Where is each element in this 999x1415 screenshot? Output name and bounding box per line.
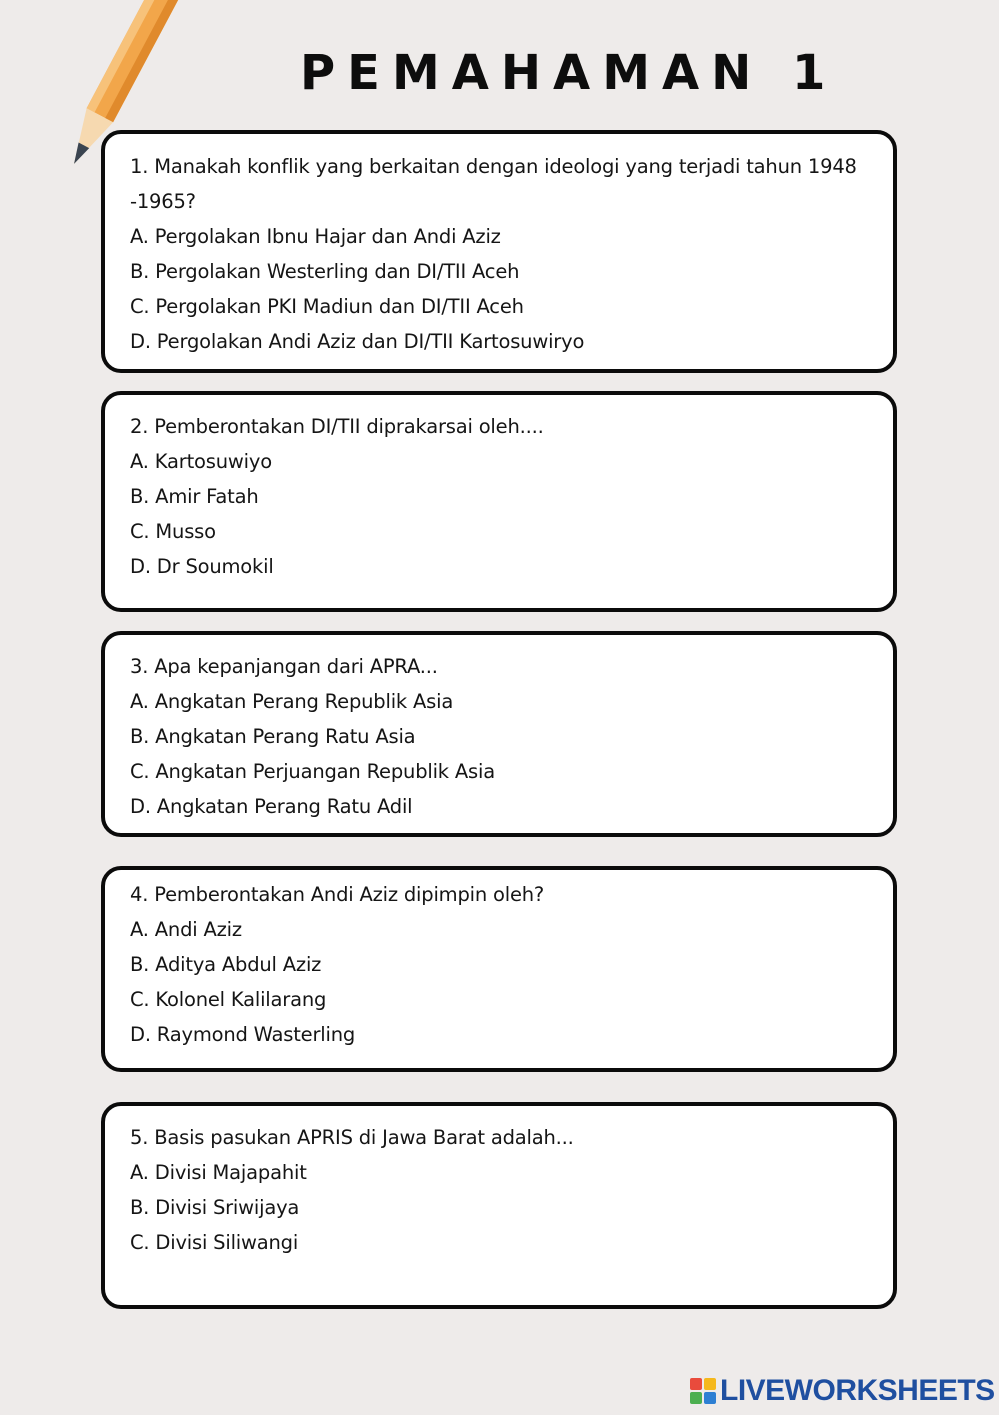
answer-option-d[interactable]: D. Dr Soumokil [130,555,274,578]
answer-option-a[interactable]: A. Andi Aziz [130,918,242,941]
answer-option-b[interactable]: B. Angkatan Perang Ratu Asia [130,725,416,748]
question-text: 4. Pemberontakan Andi Aziz dipimpin oleh? [130,883,545,906]
question-card-2 [101,391,897,612]
answer-option-d[interactable]: D. Angkatan Perang Ratu Adil [130,795,413,818]
answer-option-c[interactable]: C. Kolonel Kalilarang [130,988,327,1011]
answer-option-a[interactable]: A. Angkatan Perang Republik Asia [130,690,454,713]
answer-option-d[interactable]: D. Raymond Wasterling [130,1023,356,1046]
question-card-4 [101,866,897,1072]
answer-option-a[interactable]: A. Pergolakan Ibnu Hajar dan Andi Aziz [130,225,501,248]
answer-option-b[interactable]: B. Pergolakan Westerling dan DI/TII Aceh [130,260,520,283]
answer-option-c[interactable]: C. Musso [130,520,216,543]
question-text: 5. Basis pasukan APRIS di Jawa Barat adalah... [130,1126,574,1149]
answer-option-b[interactable]: B. Amir Fatah [130,485,259,508]
answer-option-a[interactable]: A. Kartosuwiyo [130,450,272,473]
answer-option-c[interactable]: C. Angkatan Perjuangan Republik Asia [130,760,495,783]
page-title: PEMAHAMAN 1 [300,45,838,101]
answer-option-c[interactable]: C. Pergolakan PKI Madiun dan DI/TII Aceh [130,295,524,318]
liveworksheets-logo-icon [690,1378,716,1404]
answer-option-a[interactable]: A. Divisi Majapahit [130,1161,307,1184]
answer-option-d[interactable]: D. Pergolakan Andi Aziz dan DI/TII Kartosuwiryo [130,330,585,353]
question-text: 2. Pemberontakan DI/TII diprakarsai oleh.... [130,415,544,438]
answer-option-c[interactable]: C. Divisi Siliwangi [130,1231,299,1254]
question-card-1 [101,130,897,373]
question-text-cont: -1965? [130,190,196,213]
answer-option-b[interactable]: B. Aditya Abdul Aziz [130,953,322,976]
liveworksheets-logo[interactable] [690,1374,995,1408]
answer-option-b[interactable]: B. Divisi Sriwijaya [130,1196,300,1219]
question-text: 1. Manakah konflik yang berkaitan dengan ideologi yang terjadi tahun 1948 [130,155,857,178]
question-text: 3. Apa kepanjangan dari APRA... [130,655,438,678]
question-card-3 [101,631,897,837]
question-card-5 [101,1102,897,1309]
logo-text: LIVEWORKSHEETS [720,1374,995,1407]
